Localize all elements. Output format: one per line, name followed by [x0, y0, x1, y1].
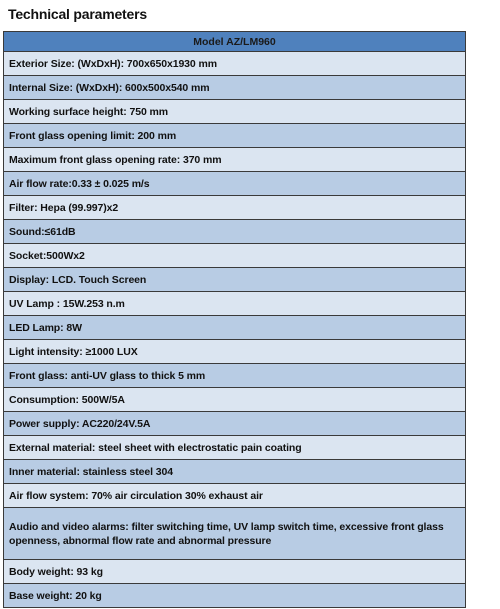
- table-cell: UV Lamp : 15W.253 n.m: [4, 292, 466, 316]
- table-row: [4, 316, 466, 340]
- table-cell: Body weight: 93 kg: [4, 560, 466, 584]
- table-cell: Air flow system: 70% air circulation 30% exhaust air: [4, 484, 466, 508]
- table-row: [4, 268, 466, 292]
- page-title: Technical parameters: [8, 6, 147, 22]
- table-cell: Socket:500Wx2: [4, 244, 466, 268]
- table-row: [4, 124, 466, 148]
- table-cell: External material: steel sheet with electrostatic pain coating: [4, 436, 466, 460]
- table-row: [4, 244, 466, 268]
- table-cell: Front glass: anti-UV glass to thick 5 mm: [4, 364, 466, 388]
- table-header-row: [4, 32, 466, 52]
- table-row: [4, 388, 466, 412]
- table-cell: LED Lamp: 8W: [4, 316, 466, 340]
- table-cell: Power supply: AC220/24V.5A: [4, 412, 466, 436]
- model-header: Model AZ/LM960: [4, 32, 466, 52]
- table-cell: Light intensity: ≥1000 LUX: [4, 340, 466, 364]
- table-row: [4, 220, 466, 244]
- table-cell: Maximum front glass opening rate: 370 mm: [4, 148, 466, 172]
- table-cell: Display: LCD. Touch Screen: [4, 268, 466, 292]
- table-cell: Consumption: 500W/5A: [4, 388, 466, 412]
- table-row: [4, 364, 466, 388]
- table-row: [4, 76, 466, 100]
- table-row: [4, 172, 466, 196]
- table-row: [4, 292, 466, 316]
- table-cell: Base weight: 20 kg: [4, 584, 466, 608]
- table-cell: Exterior Size: (WxDxH): 700x650x1930 mm: [4, 52, 466, 76]
- table-row: [4, 412, 466, 436]
- table-cell: Sound:≤61dB: [4, 220, 466, 244]
- table-row: [4, 52, 466, 76]
- table-cell: Air flow rate:0.33 ± 0.025 m/s: [4, 172, 466, 196]
- table-row: [4, 196, 466, 220]
- technical-parameters-table: [3, 31, 466, 608]
- table-cell: Internal Size: (WxDxH): 600x500x540 mm: [4, 76, 466, 100]
- table-cell: Inner material: stainless steel 304: [4, 460, 466, 484]
- table-cell: Working surface height: 750 mm: [4, 100, 466, 124]
- table-row: [4, 584, 466, 608]
- table-row: [4, 436, 466, 460]
- table-row: [4, 340, 466, 364]
- table-row: [4, 484, 466, 508]
- table-row: [4, 508, 466, 560]
- table-cell: Audio and video alarms: filter switching time, UV lamp switch time, excessive front glass openness, abnormal flow rate and abnormal pressure: [4, 508, 466, 560]
- table-row: [4, 460, 466, 484]
- table-row: [4, 148, 466, 172]
- table-cell: Front glass opening limit: 200 mm: [4, 124, 466, 148]
- table-row: [4, 560, 466, 584]
- table-cell: Filter: Hepa (99.997)x2: [4, 196, 466, 220]
- table-row: [4, 100, 466, 124]
